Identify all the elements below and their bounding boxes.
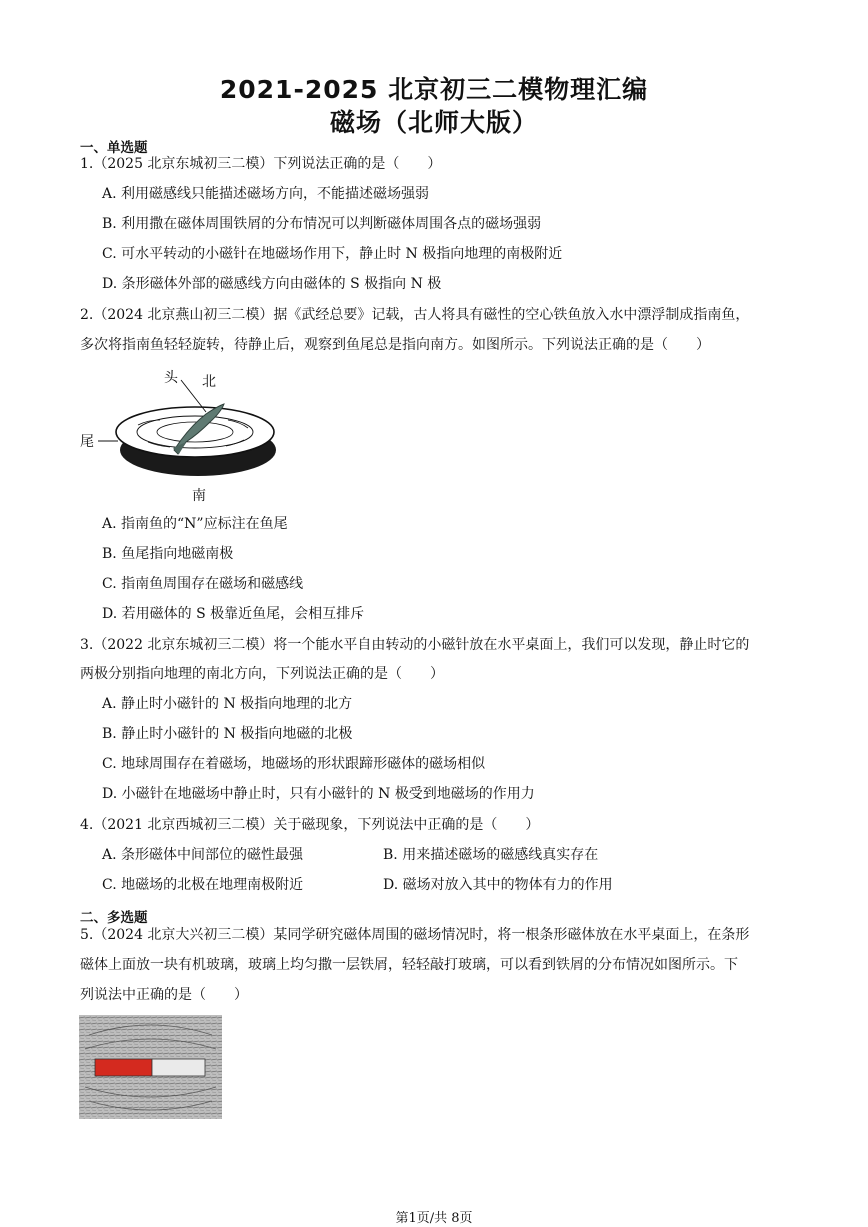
q4-option-c: C. 地磁场的北极在地理南极附近 [102, 877, 304, 893]
q1-option-b: B. 利用撒在磁体周围铁屑的分布情况可以判断磁体周围各点的磁场强弱 [102, 216, 542, 232]
doc-title-line1: 2021-2025 北京初三二模物理汇编 [219, 75, 649, 104]
q1-option-d: D. 条形磁体外部的磁感线方向由磁体的 S 极指向 N 极 [102, 276, 442, 292]
q1-stem: 1.（2025 北京东城初三二模）下列说法正确的是（ ） [80, 156, 442, 172]
fig-label-head: 头 [164, 370, 178, 386]
q4-stem: 4.（2021 北京西城初三二模）关于磁现象，下列说法中正确的是（ ） [80, 817, 540, 833]
q1-option-c: C. 可水平转动的小磁针在地磁场作用下，静止时 N 极指向地理的南极附近 [102, 246, 563, 262]
section-single-choice: 一、单选题 [80, 140, 148, 156]
iron-filings-magnet-photo [79, 1015, 222, 1119]
magnet-north-half [95, 1059, 152, 1076]
doc-title-line2: 磁场（北师大版） [329, 108, 538, 137]
q2-option-d: D. 若用磁体的 S 极靠近鱼尾，会相互排斥 [102, 606, 365, 622]
q4-option-a: A. 条形磁体中间部位的磁性最强 [102, 847, 304, 863]
q4-option-d: D. 磁场对放入其中的物体有力的作用 [383, 877, 613, 893]
magnet-south-half [152, 1059, 205, 1076]
q3-stem-line1: 3.（2022 北京东城初三二模）将一个能水平自由转动的小磁针放在水平桌面上，我们可以发现，静止时它的 [80, 637, 750, 653]
fig-label-tail: 尾 [80, 434, 94, 450]
fig-label-south: 南 [192, 488, 206, 504]
q5-stem-line1: 5.（2024 北京大兴初三二模）某同学研究磁体周围的磁场情况时，将一根条形磁体放在水平桌面上，在条形 [80, 927, 750, 943]
q2-option-a: A. 指南鱼的“N”应标注在鱼尾 [102, 516, 288, 532]
q3-option-a: A. 静止时小磁针的 N 极指向地理的北方 [102, 696, 353, 712]
q5-stem-line3: 列说法中正确的是（ ） [80, 987, 248, 1003]
q3-stem-line2: 两极分别指向地理的南北方向，下列说法正确的是（ ） [80, 666, 444, 682]
south-pointing-fish-figure [78, 362, 288, 507]
q3-option-d: D. 小磁针在地磁场中静止时，只有小磁针的 N 极受到地磁场的作用力 [102, 786, 535, 802]
q3-option-b: B. 静止时小磁针的 N 极指向地磁的北极 [102, 726, 353, 742]
q5-stem-line2: 磁体上面放一块有机玻璃，玻璃上均匀撒一层铁屑，轻轻敲打玻璃，可以看到铁屑的分布情况如图所示。下 [80, 957, 738, 973]
q2-stem-line2: 多次将指南鱼轻轻旋转，待静止后，观察到鱼尾总是指向南方。如图所示。下列说法正确的是（ ） [80, 337, 710, 353]
q3-option-c: C. 地球周围存在着磁场，地磁场的形状跟蹄形磁体的磁场相似 [102, 756, 486, 772]
page-footer: 第1页/共 8页 [395, 1211, 473, 1226]
q1-option-a: A. 利用磁感线只能描述磁场方向，不能描述磁场强弱 [102, 186, 430, 202]
q2-option-b: B. 鱼尾指向地磁南极 [102, 546, 234, 562]
q2-stem-line1: 2.（2024 北京燕山初三二模）据《武经总要》记载，古人将具有磁性的空心铁鱼放入水中漂浮制成指南鱼， [80, 307, 750, 323]
fig-label-north: 北 [202, 374, 216, 390]
q2-option-c: C. 指南鱼周围存在磁场和磁感线 [102, 576, 304, 592]
q4-option-b: B. 用来描述磁场的磁感线真实存在 [383, 847, 599, 863]
section-multiple-choice: 二、多选题 [80, 910, 148, 926]
